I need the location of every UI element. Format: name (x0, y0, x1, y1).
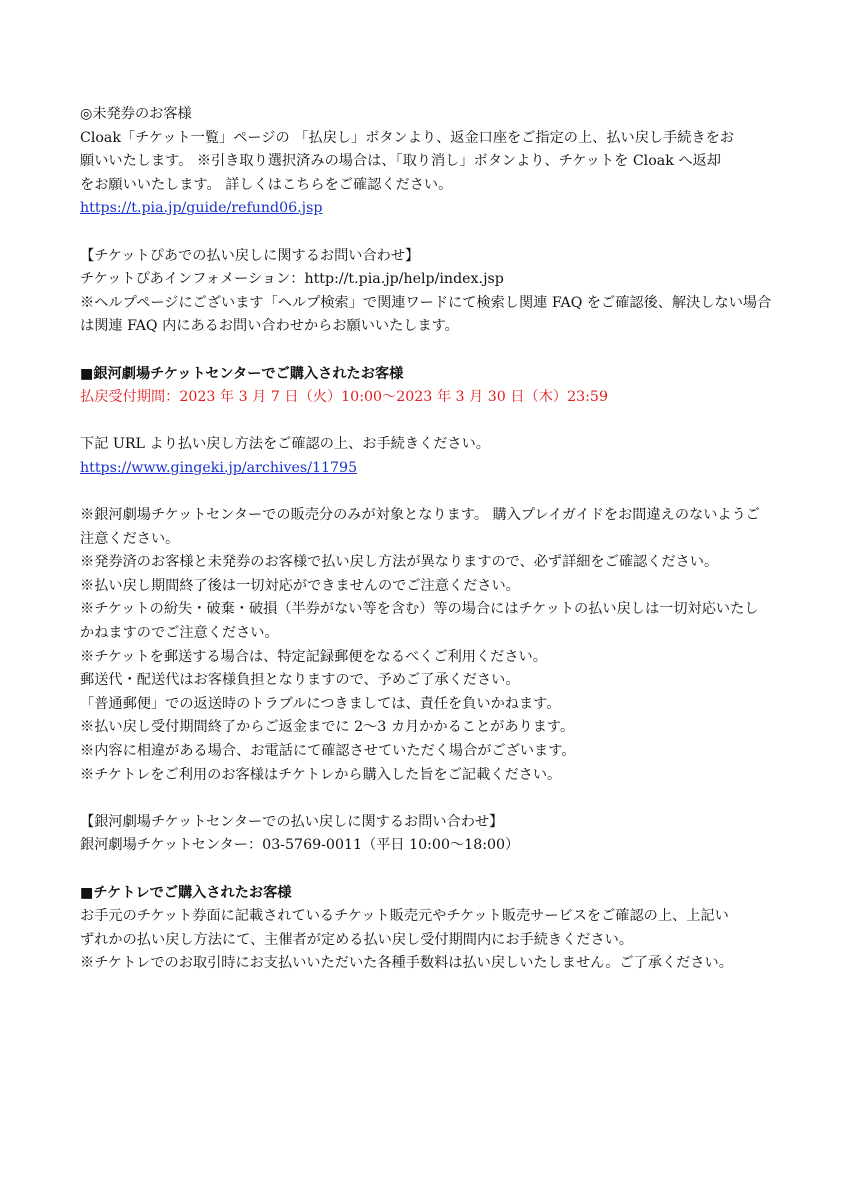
note-line: ※チケットの紛失・破棄・破損（半券がない等を含む）等の場合にはチケットの払い戻しは一切対応いたし (80, 601, 759, 618)
paragraph-line: ※ヘルプページにございます「ヘルプ検索」で関連ワードにて検索し関連 FAQ をご確認後、解決しない場合 (80, 294, 772, 311)
note-line: 「普通郵便」での返送時のトラブルにつきましては、責任を負いかねます。 (80, 695, 561, 712)
section-title: 【銀河劇場チケットセンターでの払い戻しに関するお問い合わせ】 (80, 813, 504, 830)
ticketore-section (80, 882, 780, 976)
pia-inquiry-section (80, 245, 780, 339)
paragraph-line: は関連 FAQ 内にあるお問い合わせからお願いいたします。 (80, 318, 459, 335)
spacer (80, 481, 780, 505)
gingeki-notes-section (80, 504, 780, 787)
paragraph-line: お手元のチケット券面に記載されているチケット販売元やチケット販売サービスをご確認の上、上記い (80, 908, 729, 925)
paragraph-line: チケットぴあインフォメーション：http://t.pia.jp/help/index.jsp (80, 271, 504, 288)
paragraph-line: Cloak「チケット一覧」ページの 「払戻し」ボタンより、返金口座をご指定の上、払い戻し手続きをお (80, 129, 735, 146)
note-line: 注意ください。 (80, 530, 180, 547)
section-title: ◎未発券のお客様 (80, 106, 192, 122)
note-line: ※内容に相違がある場合、お電話にて確認させていただく場合がございます。 (80, 743, 576, 760)
contact-phone: 銀河劇場チケットセンター：03-5769-0011（平日 10:00～18:00） (80, 837, 520, 854)
spacer (80, 410, 780, 434)
spacer (80, 221, 780, 245)
note-line: ※払い戻し受付期間終了からご返金までに 2～3 カ月かかることがあります。 (80, 719, 575, 736)
spacer (80, 339, 780, 363)
note-line: 郵送代・配送代はお客様負担となりますので、予めご了承ください。 (80, 672, 520, 689)
paragraph-line: をお願いいたします。 詳しくはこちらをご確認ください。 (80, 176, 453, 193)
spacer (80, 858, 780, 882)
note-line: ※チケットを郵送する場合は、特定記録郵便をなるべくご利用ください。 (80, 648, 547, 665)
paragraph-line: 願いいたします。 ※引き取り選択済みの場合は、「取り消し」ボタンより、チケットを Cloak へ返却 (80, 153, 721, 170)
unissued-customers-section (80, 103, 780, 221)
refund-period-notice: 払戻受付期間：2023 年 3 月 7 日（火）10:00～2023 年 3 月 30 日（木）23:59 (80, 389, 608, 406)
gingeki-inquiry-section (80, 811, 780, 858)
gingeki-url-section (80, 433, 780, 480)
section-heading: ■チケトレでご購入されたお客様 (80, 884, 292, 901)
spacer (80, 787, 780, 811)
note-line: かねますのでご注意ください。 (80, 625, 279, 642)
section-heading: ■銀河劇場チケットセンターでご購入されたお客様 (80, 365, 404, 382)
note-line: ※銀河劇場チケットセンターでの販売分のみが対象となります。 購入プレイガイドをお間違えのないようご (80, 507, 760, 524)
pia-refund-guide-link[interactable]: https://t.pia.jp/guide/refund06.jsp (80, 200, 323, 217)
paragraph-line: ずれかの払い戻し方法にて、主催者が定める払い戻し受付期間内にお手続きください。 (80, 931, 634, 948)
document-page (80, 103, 780, 976)
paragraph-line: 下記 URL より払い戻し方法をご確認の上、お手続きください。 (80, 436, 490, 453)
note-line: ※発券済のお客様と未発券のお客様で払い戻し方法が異なりますので、必ず詳細をご確認ください。 (80, 554, 719, 571)
section-title: 【チケットぴあでの払い戻しに関するお問い合わせ】 (80, 247, 420, 264)
note-line: ※払い戻し期間終了後は一切対応ができませんのでご注意ください。 (80, 577, 520, 594)
note-line: ※チケトレをご利用のお客様はチケトレから購入した旨をご記載ください。 (80, 766, 562, 783)
gingeki-archive-link[interactable]: https://www.gingeki.jp/archives/11795 (80, 459, 358, 476)
gingeki-section-header (80, 363, 780, 410)
paragraph-line: ※チケトレでのお取引時にお支払いいただいた各種手数料は払い戻しいたしません。ご了承ください。 (80, 955, 733, 972)
